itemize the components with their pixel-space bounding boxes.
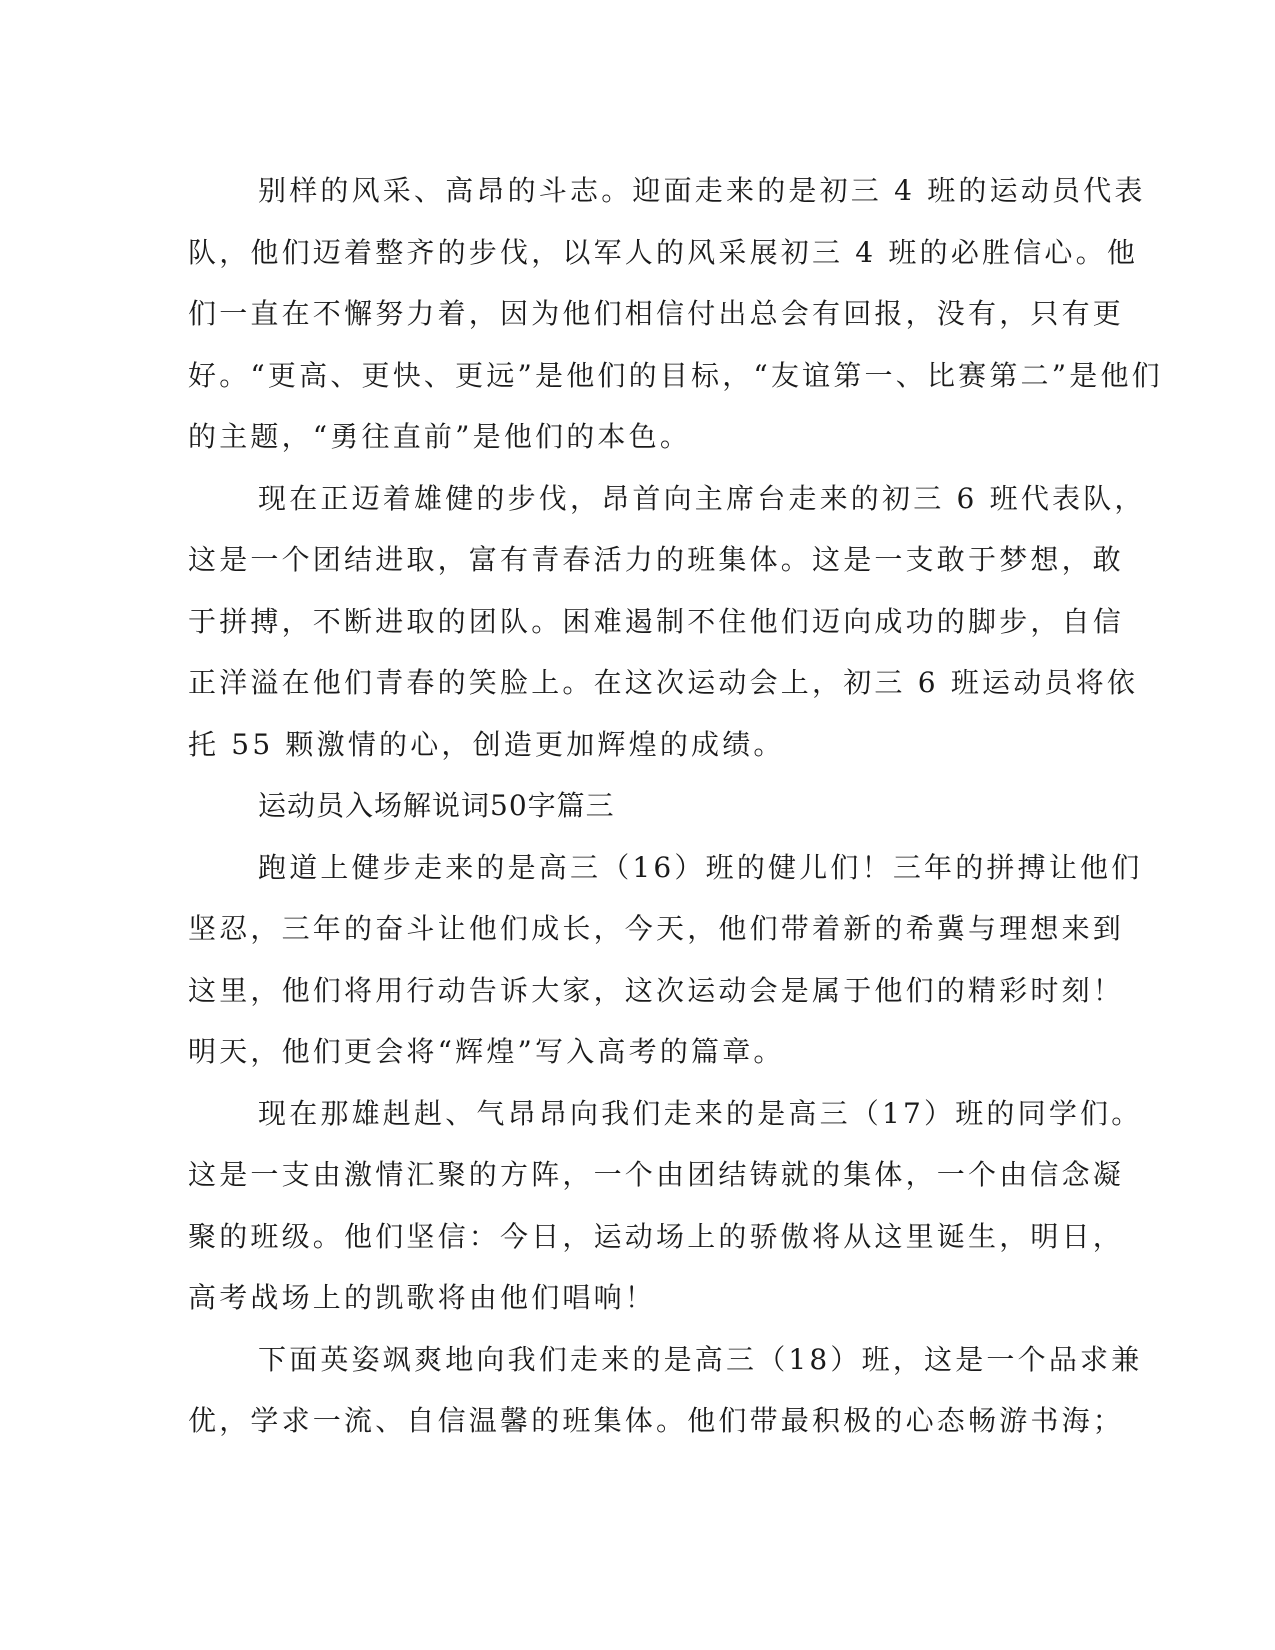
text-line: 下面英姿飒爽地向我们走来的是高三（18）班，这是一个品求兼 bbox=[258, 1342, 1143, 1376]
text-line: 正洋溢在他们青春的笑脸上。在这次运动会上，初三 6 班运动员将依 bbox=[188, 666, 1139, 699]
text-line: 现在那雄赳赳、气昂昂向我们走来的是高三（17）班的同学们。 bbox=[258, 1096, 1143, 1130]
text-line: 这是一支由激情汇聚的方阵，一个由团结铸就的集体，一个由信念凝 bbox=[188, 1158, 1125, 1191]
text-line: 优，学求一流、自信温馨的班集体。他们带最积极的心态畅游书海； bbox=[188, 1404, 1125, 1437]
document-body bbox=[188, 160, 1163, 1452]
text-line: 队，他们迈着整齐的步伐，以军人的风采展初三 4 班的必胜信心。他 bbox=[188, 235, 1139, 269]
text-line: 好。“更高、更快、更远”是他们的目标，“友谊第一、比赛第二”是他们 bbox=[188, 358, 1163, 392]
text-line: 跑道上健步走来的是高三（16）班的健儿们！三年的拼搏让他们 bbox=[258, 850, 1143, 884]
text-line: 托 55 颗激情的心，创造更加辉煌的成绩。 bbox=[188, 727, 785, 761]
text-line: 明天，他们更会将“辉煌”写入高考的篇章。 bbox=[188, 1035, 785, 1068]
text-line: 高考战场上的凯歌将由他们唱响！ bbox=[188, 1281, 657, 1314]
text-line: 别样的风采、高昂的斗志。迎面走来的是初三 4 班的运动员代表 bbox=[258, 174, 1146, 207]
section-heading: 运动员入场解说词50字篇三 bbox=[258, 789, 615, 822]
text-line: 这里，他们将用行动告诉大家，这次运动会是属于他们的精彩时刻！ bbox=[188, 973, 1125, 1007]
text-line: 现在正迈着雄健的步伐，昂首向主席台走来的初三 6 班代表队， bbox=[258, 481, 1146, 515]
text-line: 聚的班级。他们坚信：今日，运动场上的骄傲将从这里诞生，明日， bbox=[188, 1219, 1125, 1253]
text-line: 们一直在不懈努力着，因为他们相信付出总会有回报，没有，只有更 bbox=[188, 297, 1125, 330]
text-line: 坚忍，三年的奋斗让他们成长，今天，他们带着新的希冀与理想来到 bbox=[188, 912, 1125, 945]
text-line: 这是一个团结进取，富有青春活力的班集体。这是一支敢于梦想，敢 bbox=[188, 543, 1125, 576]
text-line: 的主题，“勇往直前”是他们的本色。 bbox=[188, 420, 692, 453]
text-line: 于拼搏，不断进取的团队。困难遏制不住他们迈向成功的脚步，自信 bbox=[188, 604, 1125, 638]
